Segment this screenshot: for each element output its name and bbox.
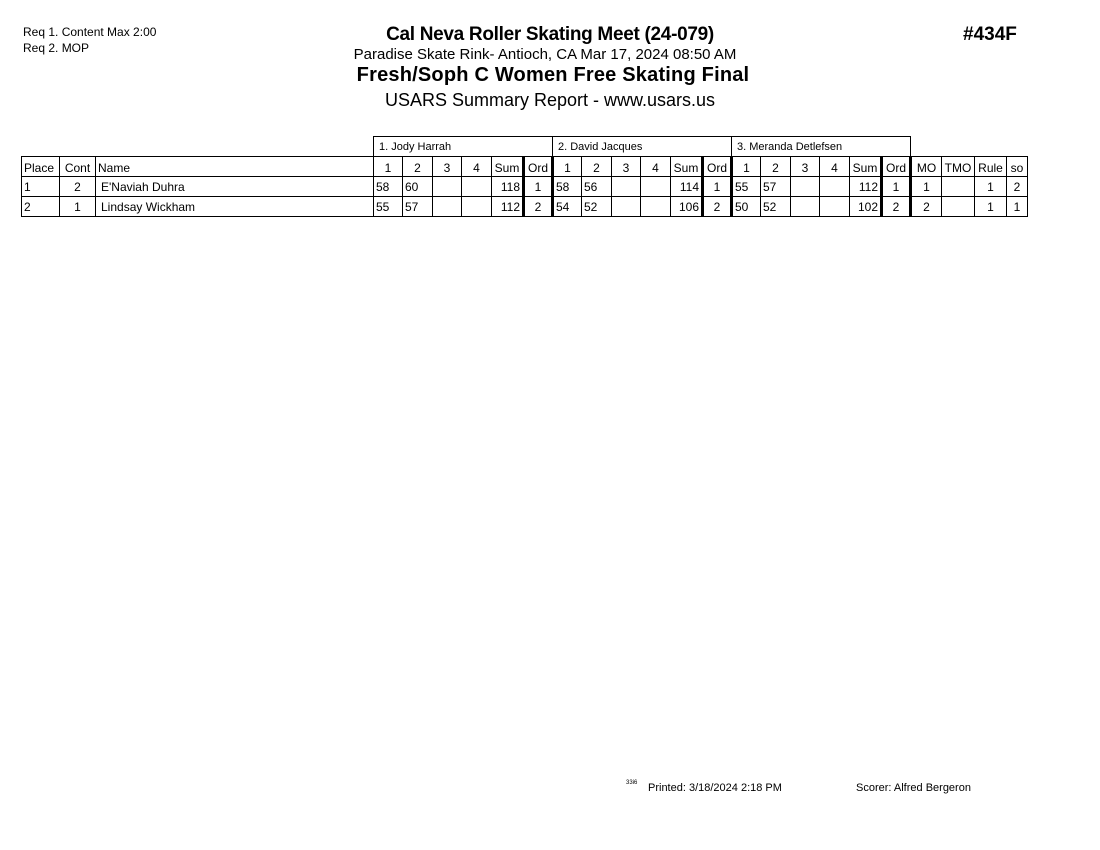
mo-cell: 2 xyxy=(911,197,942,217)
score-cell xyxy=(820,177,850,197)
ord-cell: 1 xyxy=(703,177,732,197)
j2-ord-header: Ord xyxy=(703,157,732,177)
mo-cell: 1 xyxy=(911,177,942,197)
meet-title: Cal Neva Roller Skating Meet (24-079) xyxy=(386,24,714,45)
event-number: #434F xyxy=(963,24,1017,45)
report-title: USARS Summary Report - www.usars.us xyxy=(384,90,716,110)
so-cell: 2 xyxy=(1007,177,1028,197)
score-cell: 52 xyxy=(582,197,612,217)
score-cell xyxy=(791,197,820,217)
rule-cell: 1 xyxy=(975,177,1007,197)
score-cell: 57 xyxy=(403,197,433,217)
place-header: Place xyxy=(22,157,60,177)
sum-cell: 112 xyxy=(492,197,524,217)
location-line: Paradise Skate Rink- Antioch, CA Mar 17, 2024 08:50 AM xyxy=(353,46,737,63)
footer-code: 33i6 xyxy=(626,780,638,786)
j1-score4-header: 4 xyxy=(462,157,492,177)
j3-sum-header: Sum xyxy=(850,157,882,177)
cont-cell: 2 xyxy=(60,177,96,197)
score-cell xyxy=(462,177,492,197)
j1-score1-header: 1 xyxy=(374,157,403,177)
score-cell: 55 xyxy=(374,197,403,217)
judge-2-header: 2. David Jacques xyxy=(553,137,732,157)
judge-3-header: 3. Meranda Detlefsen xyxy=(732,137,911,157)
place-cell: 2 xyxy=(22,197,60,217)
score-cell: 54 xyxy=(553,197,582,217)
score-cell xyxy=(612,177,641,197)
j3-score2-header: 2 xyxy=(761,157,791,177)
judge-1-header: 1. Jody Harrah xyxy=(374,137,553,157)
score-cell: 58 xyxy=(374,177,403,197)
rule-header: Rule xyxy=(975,157,1007,177)
j3-score3-header: 3 xyxy=(791,157,820,177)
requirement-1: Req 1. Content Max 2:00 xyxy=(23,25,157,39)
cont-header: Cont xyxy=(60,157,96,177)
sum-cell: 114 xyxy=(671,177,703,197)
place-cell: 1 xyxy=(22,177,60,197)
column-header-row xyxy=(22,157,1028,177)
sum-cell: 102 xyxy=(850,197,882,217)
ord-cell: 2 xyxy=(882,197,911,217)
so-cell: 1 xyxy=(1007,197,1028,217)
scorer-name: Scorer: Alfred Bergeron xyxy=(856,782,971,794)
score-cell xyxy=(462,197,492,217)
table-row xyxy=(22,177,1028,197)
score-cell xyxy=(612,197,641,217)
tmo-cell xyxy=(942,177,975,197)
j1-sum-header: Sum xyxy=(492,157,524,177)
score-cell xyxy=(641,177,671,197)
score-cell: 60 xyxy=(403,177,433,197)
j2-score1-header: 1 xyxy=(553,157,582,177)
j1-score2-header: 2 xyxy=(403,157,433,177)
ord-cell: 1 xyxy=(882,177,911,197)
mo-header: MO xyxy=(911,157,942,177)
j3-score1-header: 1 xyxy=(732,157,761,177)
score-cell: 57 xyxy=(761,177,791,197)
table-row xyxy=(22,197,1028,217)
skater-name: Lindsay Wickham xyxy=(96,197,374,217)
event-title: Fresh/Soph C Women Free Skating Final xyxy=(356,64,750,86)
rule-cell: 1 xyxy=(975,197,1007,217)
judges-row xyxy=(22,137,1028,157)
so-header: so xyxy=(1007,157,1028,177)
score-cell: 55 xyxy=(732,177,761,197)
score-cell xyxy=(433,177,462,197)
score-cell xyxy=(791,177,820,197)
j2-sum-header: Sum xyxy=(671,157,703,177)
j2-score2-header: 2 xyxy=(582,157,612,177)
sum-cell: 106 xyxy=(671,197,703,217)
sum-cell: 118 xyxy=(492,177,524,197)
score-cell xyxy=(641,197,671,217)
j3-ord-header: Ord xyxy=(882,157,911,177)
ord-cell: 2 xyxy=(524,197,553,217)
tmo-cell xyxy=(942,197,975,217)
j2-score4-header: 4 xyxy=(641,157,671,177)
skater-name: E'Naviah Duhra xyxy=(96,177,374,197)
name-header: Name xyxy=(96,157,374,177)
requirement-2: Req 2. MOP xyxy=(23,41,90,55)
results-table xyxy=(21,136,1028,217)
score-cell: 50 xyxy=(732,197,761,217)
j1-score3-header: 3 xyxy=(433,157,462,177)
ord-cell: 2 xyxy=(703,197,732,217)
tmo-header: TMO xyxy=(942,157,975,177)
score-cell: 58 xyxy=(553,177,582,197)
printed-date: Printed: 3/18/2024 2:18 PM xyxy=(648,782,782,794)
score-cell: 52 xyxy=(761,197,791,217)
cont-cell: 1 xyxy=(60,197,96,217)
score-cell xyxy=(433,197,462,217)
j3-score4-header: 4 xyxy=(820,157,850,177)
score-cell xyxy=(820,197,850,217)
j1-ord-header: Ord xyxy=(524,157,553,177)
ord-cell: 1 xyxy=(524,177,553,197)
sum-cell: 112 xyxy=(850,177,882,197)
j2-score3-header: 3 xyxy=(612,157,641,177)
score-cell: 56 xyxy=(582,177,612,197)
